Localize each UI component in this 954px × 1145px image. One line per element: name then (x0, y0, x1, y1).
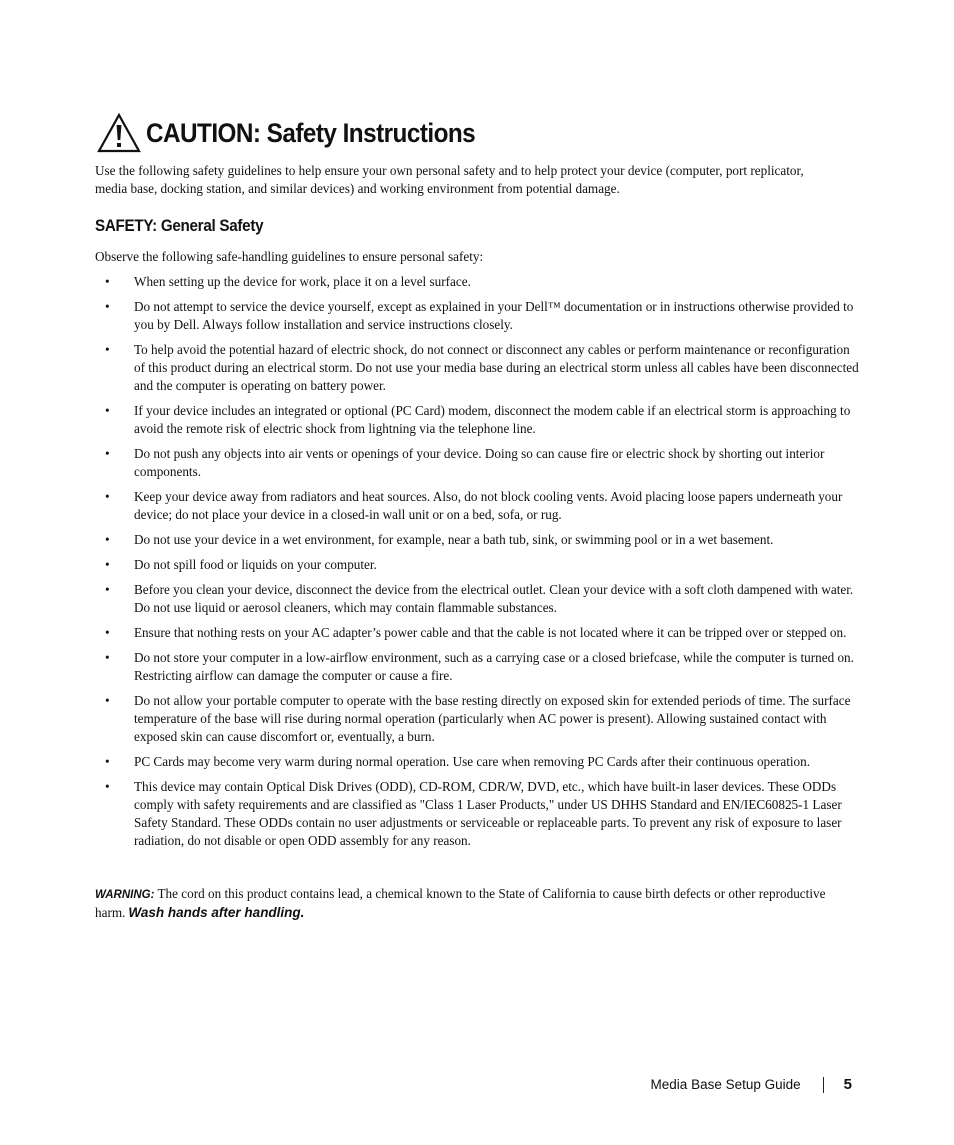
list-item-text: Keep your device away from radiators and heat sources. Also, do not block cooling vents. Avoid placing loose papers underneath your device; do not place your device in a closed-in wall unit or on a bed, sofa, or rug. (134, 489, 843, 522)
page-footer (651, 1076, 852, 1093)
list-item-text: To help avoid the potential hazard of electric shock, do not connect or disconnect any cables or perform maintenance or reconfiguration of this product during an electrical storm. Do not use your media base during an electrical storm unless all cables have been disconnected and the computer is operating on battery power. (134, 342, 859, 393)
bullet: • (105, 342, 110, 357)
list-item-text: Do not store your computer in a low-airflow environment, such as a carrying case or a closed briefcase, while the computer is turned on. Restricting airflow can damage the computer or cause a fire. (134, 650, 854, 683)
intro-paragraph: Use the following safety guidelines to help ensure your own personal safety and to help protect your device (computer, port replicator, media base, docking station, and similar devices) and working environment from potential damage. (95, 163, 804, 196)
list-item-text: PC Cards may become very warm during normal operation. Use care when removing PC Cards after their continuous operation. (134, 754, 811, 769)
list-item-text: If your device includes an integrated or optional (PC Card) modem, disconnect the modem cable if an electrical storm is approaching to avoid the remote risk of electric shock from lightning via the telephone line. (134, 403, 851, 436)
list-item-text: When setting up the device for work, place it on a level surface. (134, 274, 471, 289)
list-item-text: Do not allow your portable computer to operate with the base resting directly on exposed skin for extended periods of time. The surface temperature of the base will rise during normal operation (particularly when AC power is present). Allowing sustained contact with exposed skin can cause discomfort or, eventually, a burn. (134, 693, 851, 744)
list-item-text: Do not spill food or liquids on your computer. (134, 557, 377, 572)
page-title: CAUTION: Safety Instructions (146, 118, 476, 148)
list-item (95, 445, 860, 481)
bullet: • (105, 625, 110, 640)
list-item (95, 649, 860, 685)
page-number: 5 (843, 1076, 852, 1093)
bullet: • (105, 650, 110, 665)
bullet: • (105, 274, 110, 289)
bullet: • (105, 557, 110, 572)
bullet: • (105, 299, 110, 314)
list-item (95, 581, 860, 617)
warning-triangle-icon (96, 112, 142, 154)
footer-divider (823, 1077, 824, 1093)
warning-emphasis: Wash hands after handling. (128, 905, 305, 920)
list-item (95, 298, 860, 334)
list-item-text: This device may contain Optical Disk Drives (ODD), CD-ROM, CDR/W, DVD, etc., which have built-in laser devices. These ODDs comply with safety requirements and are classified as "Class 1 Laser Products," under US DHHS Standard and EN/IEC60825-1 Laser Safety Standard. These ODDs contain no user adjustments or serviceable or replaceable parts. To prevent any risk of exposure to laser radiation, do not disable or open ODD assembly for any reason. (134, 779, 842, 848)
list-item (95, 341, 860, 395)
bullet: • (105, 403, 110, 418)
list-item (95, 556, 860, 574)
list-item (95, 531, 860, 549)
section-heading: SAFETY: General Safety (95, 217, 264, 235)
list-item (95, 488, 860, 524)
list-item-text: Do not push any objects into air vents or openings of your device. Doing so can cause fire or electric shock by shorting out interior components. (134, 446, 825, 479)
list-item (95, 402, 860, 438)
list-item (95, 273, 860, 291)
bullet: • (105, 779, 110, 794)
safety-guidelines-list (95, 273, 860, 857)
lead-paragraph: Observe the following safe-handling guidelines to ensure personal safety: (95, 249, 484, 264)
list-item-text: Do not attempt to service the device yourself, except as explained in your Dell™ documentation or in instructions otherwise provided to you by Dell. Always follow installation and service instructions closely. (134, 299, 854, 332)
list-item (95, 753, 860, 771)
bullet: • (105, 489, 110, 504)
warning-label: WARNING: (95, 889, 155, 901)
list-item-text: Ensure that nothing rests on your AC adapter’s power cable and that the cable is not located where it can be tripped over or stepped on. (134, 625, 847, 640)
list-item-text: Before you clean your device, disconnect the device from the electrical outlet. Clean your device with a soft cloth dampened with water. Do not use liquid or aerosol cleaners, which may contain flammable substances. (134, 582, 854, 615)
warning-text: The cord on this product contains lead, a chemical known to the State of California to cause birth defects or other reproductive harm. (95, 886, 826, 920)
page-title-block (96, 108, 512, 158)
list-item (95, 624, 860, 642)
bullet: • (105, 582, 110, 597)
warning-note (95, 885, 860, 922)
bullet: • (105, 693, 110, 708)
list-item (95, 778, 860, 850)
bullet: • (105, 754, 110, 769)
bullet: • (105, 532, 110, 547)
bullet: • (105, 446, 110, 461)
list-item-text: Do not use your device in a wet environment, for example, near a bath tub, sink, or swimming pool or in a wet basement. (134, 532, 774, 547)
footer-guide-title: Media Base Setup Guide (650, 1077, 801, 1092)
list-item (95, 692, 860, 746)
